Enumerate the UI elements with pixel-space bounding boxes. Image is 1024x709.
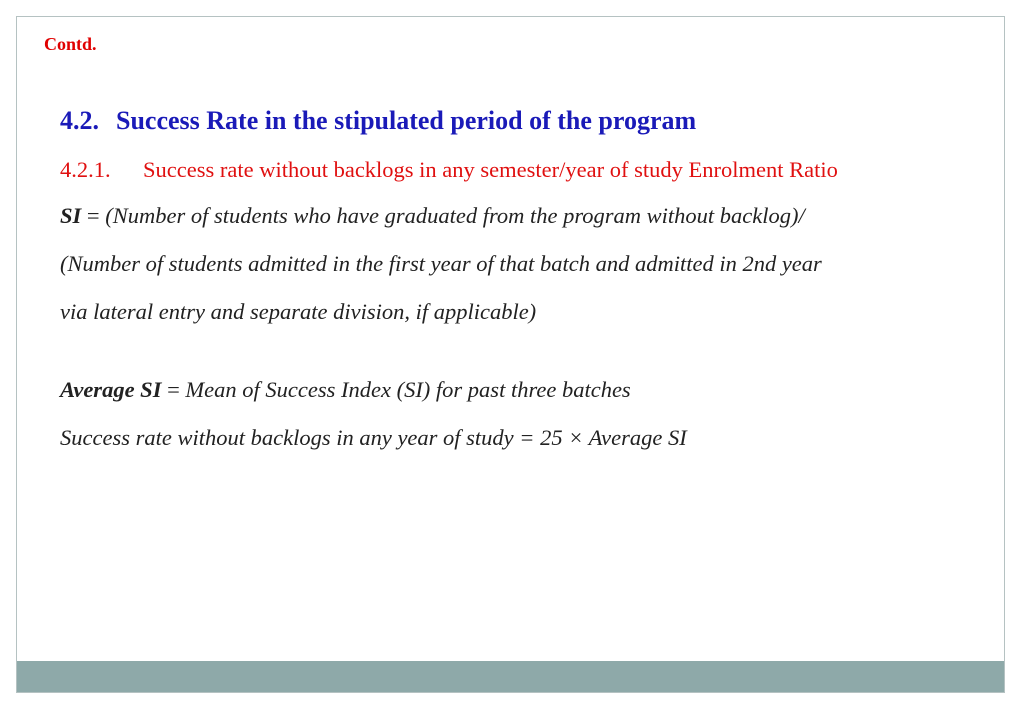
average-si-equals: = [167, 377, 180, 402]
continued-label: Contd. [44, 34, 97, 54]
si-definition-line-2: (Number of students admitted in the first year of that batch and admitted in 2nd year [60, 251, 822, 276]
subsection-heading [60, 157, 838, 183]
slide [16, 16, 1005, 693]
si-definition-line-1 [60, 203, 805, 229]
si-term: SI [60, 203, 82, 228]
success-rate-formula: Success rate without backlogs in any year of study = 25 × Average SI [60, 425, 687, 450]
average-si-definition [60, 377, 631, 403]
si-formula-line-1: (Number of students who have graduated from the program without backlog)/ [105, 203, 805, 228]
section-number: 4.2. [60, 106, 99, 135]
section-heading [60, 106, 696, 136]
section-title: Success Rate in the stipulated period of the program [116, 106, 697, 135]
subsection-title: Success rate without backlogs in any semester/year of study Enrolment Ratio [143, 157, 838, 182]
si-equals: = [86, 203, 100, 228]
si-definition-line-3: via lateral entry and separate division, if applicable) [60, 299, 537, 324]
average-si-text: Mean of Success Index (SI) for past three batches [185, 377, 631, 402]
average-si-term: Average SI [60, 377, 162, 402]
subsection-number: 4.2.1. [60, 157, 111, 182]
footer-bar [17, 661, 1004, 692]
